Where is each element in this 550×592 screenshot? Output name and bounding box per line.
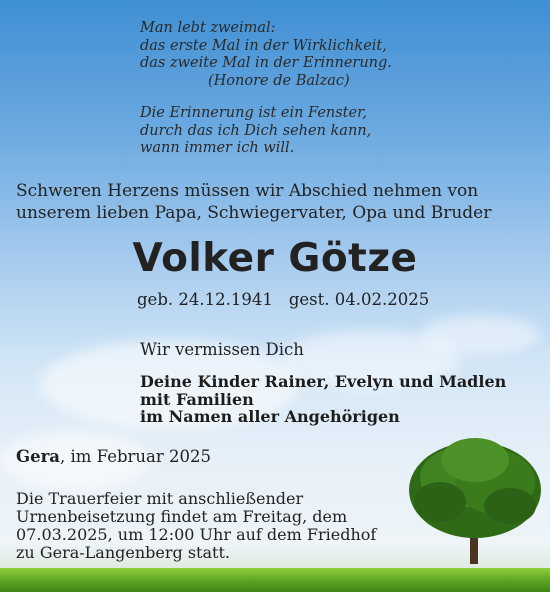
quote-line: das erste Mal in der Wirklichkeit, [140, 37, 387, 54]
intro-line: Schweren Herzens müssen wir Abschied nehmen von [16, 181, 479, 201]
mourners-line: mit Familien [140, 389, 254, 409]
quote-line: Die Erinnerung ist ein Fenster, [140, 105, 368, 121]
place-city: Gera [16, 447, 60, 466]
quote-line: das zweite Mal in der Erinnerung. [140, 55, 392, 71]
life-dates [137, 290, 429, 309]
mourners-list [140, 373, 506, 426]
miss-text: Wir vermissen Dich [140, 340, 304, 359]
quote-window [140, 105, 371, 158]
quote-line: Man lebt zweimal: [140, 20, 276, 36]
funeral-line: Die Trauerfeier mit anschließender [16, 489, 304, 508]
grass-strip [0, 568, 550, 592]
cloud [420, 315, 540, 355]
quote-line: wann immer ich will. [140, 140, 295, 156]
place-date-text: , im Februar 2025 [59, 447, 211, 466]
quote-author: (Honore de Balzac) [208, 72, 350, 89]
funeral-line: zu Gera-Langenberg statt. [16, 543, 230, 562]
funeral-line: Urnenbeisetzung findet am Freitag, dem [16, 507, 348, 526]
quote-balzac [140, 20, 392, 90]
deceased-name: Volker Götze [132, 236, 418, 281]
mourners-line: im Namen aller Angehörigen [140, 407, 400, 426]
intro-line: unserem lieben Papa, Schwiegervater, Opa und Bruder [16, 203, 492, 223]
funeral-info [16, 490, 376, 562]
mourners-line: Deine Kinder Rainer, Evelyn und Madlen [140, 372, 507, 391]
funeral-line: 07.03.2025, um 12:00 Uhr auf dem Friedhof [16, 525, 377, 544]
death-date: gest. 04.02.2025 [288, 290, 430, 309]
quote-line: durch das ich Dich sehen kann, [140, 122, 372, 139]
place-date [16, 447, 211, 466]
tree-image [400, 430, 550, 570]
birth-date: geb. 24.12.1941 [137, 290, 273, 309]
farewell-intro [16, 180, 491, 224]
